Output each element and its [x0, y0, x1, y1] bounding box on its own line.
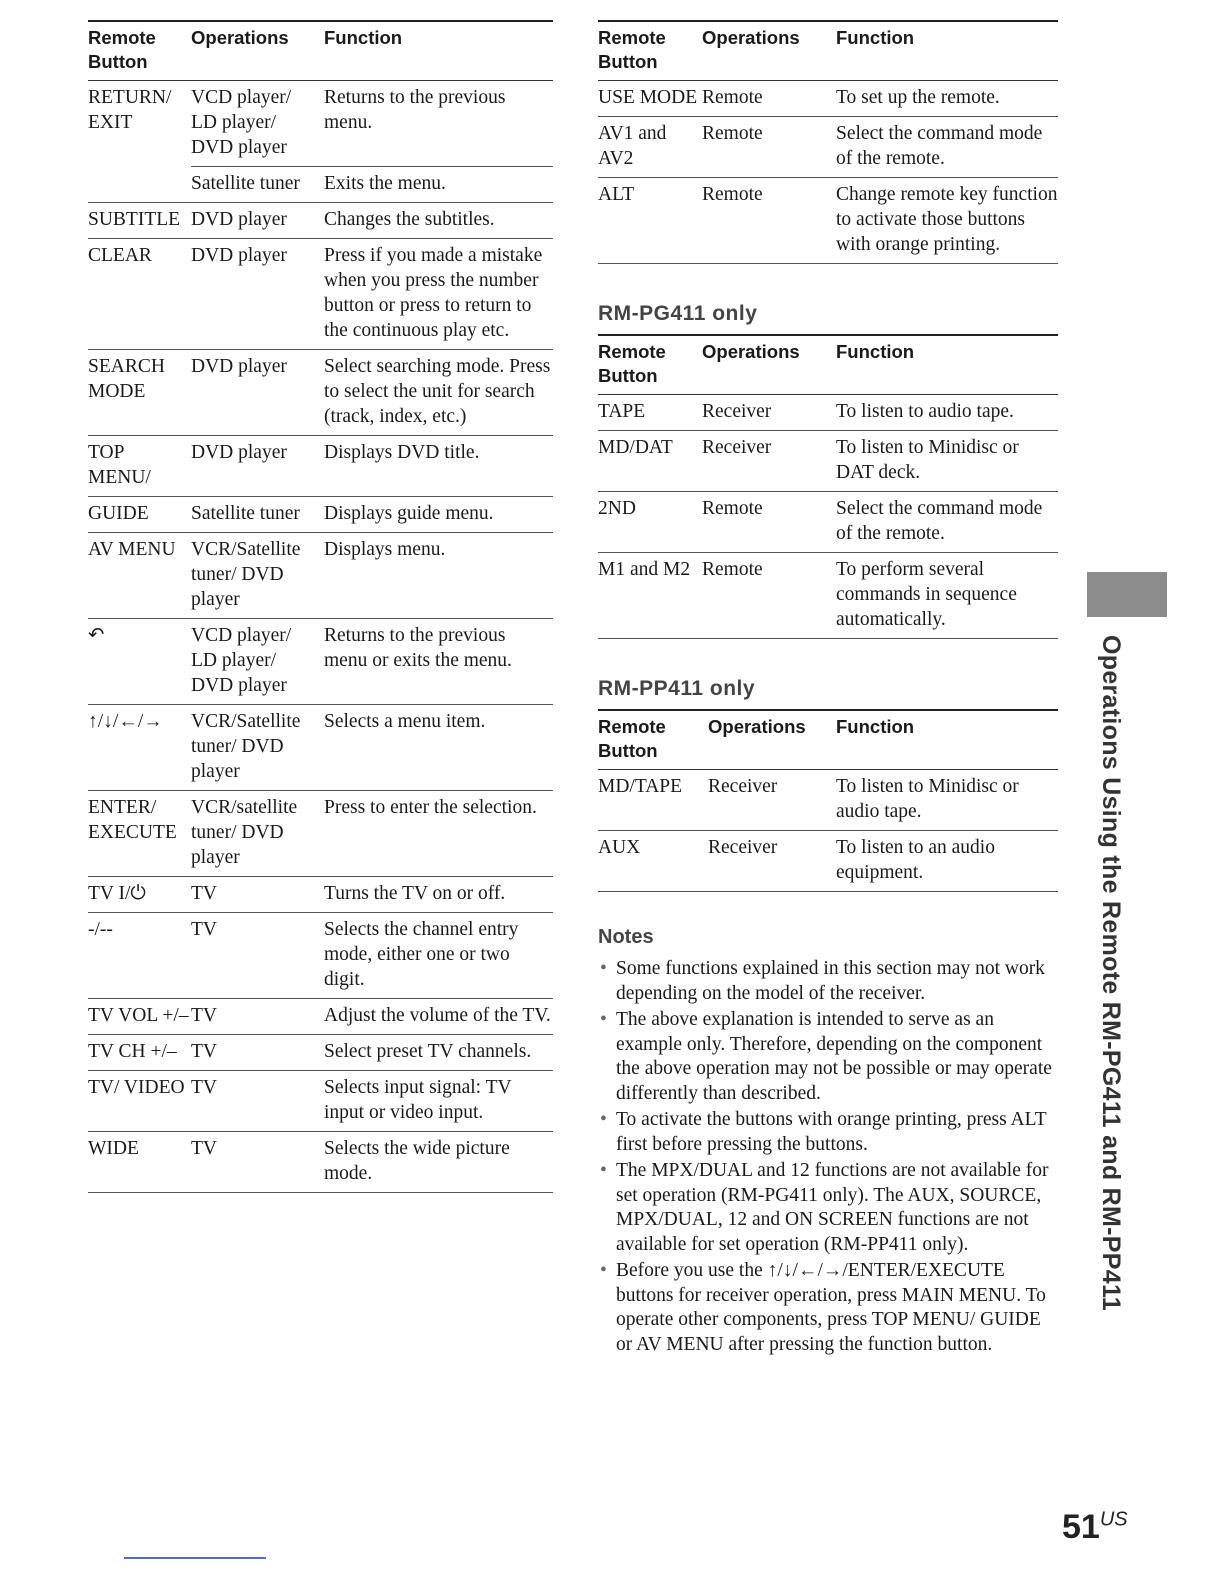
rm-pp411-table — [598, 709, 1058, 892]
note-item: • The MPX/DUAL and 12 functions are not available for set operation (RM-PG411 only). The AUX, SOURCE, MPX/DUAL, 12 and ON SCREEN functions are not available for set operation (RM-PP411 only). — [598, 1159, 1058, 1257]
rm-pp411-title: RM-PP411 only — [598, 677, 756, 700]
cell-function: Selects the channel entry mode, either one or two digit. — [324, 913, 553, 999]
cell-operations: Remote — [702, 553, 836, 639]
cell-button: SUBTITLE — [88, 203, 191, 239]
cell-operations: TV — [191, 1071, 324, 1132]
header-operations: Operations — [708, 710, 836, 770]
cell-function: Displays DVD title. — [324, 436, 553, 497]
cell-operations: VCR/Satellite tuner/ DVD player — [191, 705, 324, 791]
right-column — [598, 20, 1058, 1359]
cell-operations: TV — [191, 1035, 324, 1071]
header-button: Remote Button — [88, 21, 191, 81]
table-row — [88, 167, 553, 203]
header-function: Function — [836, 335, 1058, 395]
cell-operations: VCD player/ LD player/ DVD player — [191, 81, 324, 167]
cell-function: Changes the subtitles. — [324, 203, 553, 239]
header-operations: Operations — [702, 335, 836, 395]
cell-button: -/-- — [88, 913, 191, 999]
table-header — [598, 335, 1058, 395]
table-row — [88, 1132, 553, 1193]
header-operations: Operations — [702, 21, 836, 81]
left-column — [88, 20, 553, 1193]
table-row — [88, 239, 553, 350]
cell-button: AV MENU — [88, 533, 191, 619]
cell-function: Change remote key function to activate those buttons with orange printing. — [836, 178, 1058, 264]
cell-function: To perform several commands in sequence automatically. — [836, 553, 1058, 639]
cell-button: TV VOL +/– — [88, 999, 191, 1035]
side-tab-text: Operations Using the Remote RM-PG411 and RM-PP411 — [1097, 635, 1125, 1311]
cell-function: Press to enter the selection. — [324, 791, 553, 877]
header-function: Function — [324, 21, 553, 81]
cell-function: Select searching mode. Press to select the unit for search (track, index, etc.) — [324, 350, 553, 436]
cell-operations: Satellite tuner — [191, 497, 324, 533]
cell-operations: Satellite tuner — [191, 167, 324, 203]
cell-operations: TV — [191, 913, 324, 999]
cell-function: To listen to Minidisc or audio tape. — [836, 770, 1058, 831]
table-row — [88, 791, 553, 877]
page-number-value: 51 — [1062, 1508, 1100, 1546]
header-operations: Operations — [191, 21, 324, 81]
cell-function: Selects input signal: TV input or video input. — [324, 1071, 553, 1132]
cell-button: TV CH +/– — [88, 1035, 191, 1071]
cell-operations: Remote — [702, 492, 836, 553]
table-row — [598, 770, 1058, 831]
header-function: Function — [836, 710, 1058, 770]
cell-button: RETURN/ EXIT — [88, 87, 172, 133]
table-row — [88, 705, 553, 791]
table-row — [88, 999, 553, 1035]
cell-button: MD/DAT — [598, 431, 702, 492]
table-row — [88, 913, 553, 999]
cell-function: Select the command mode of the remote. — [836, 492, 1058, 553]
cell-operations: TV — [191, 1132, 324, 1193]
cell-button: ALT — [598, 178, 702, 264]
table-row — [88, 533, 553, 619]
cell-function: To listen to Minidisc or DAT deck. — [836, 431, 1058, 492]
cell-function: Displays guide menu. — [324, 497, 553, 533]
rm-pg411-title: RM-PG411 only — [598, 302, 758, 325]
footer-rule — [124, 1557, 266, 1559]
rm-pg411-table — [598, 334, 1058, 639]
cell-button: AV1 and AV2 — [598, 117, 702, 178]
cell-function: Returns to the previous menu. — [324, 81, 553, 167]
table-row — [88, 1071, 553, 1132]
header-button: Remote Button — [598, 21, 702, 81]
cell-function: To listen to audio tape. — [836, 395, 1058, 431]
page-region-suffix: US — [1099, 1508, 1128, 1531]
cell-operations: VCR/satellite tuner/ DVD player — [191, 791, 324, 877]
cell-function: To set up the remote. — [836, 81, 1058, 117]
cell-operations: VCR/Satellite tuner/ DVD player — [191, 533, 324, 619]
cell-function: Select preset TV channels. — [324, 1035, 553, 1071]
table-row — [598, 178, 1058, 264]
cell-function: Selects the wide picture mode. — [324, 1132, 553, 1193]
cell-button: SEARCH MODE — [88, 350, 191, 436]
cell-button: USE MODE — [598, 81, 702, 117]
cell-button: ENTER/ EXECUTE — [88, 791, 191, 877]
side-tab-label — [1095, 635, 1125, 1395]
cell-button: TV/ VIDEO — [88, 1071, 191, 1132]
cell-function: Returns to the previous menu or exits the menu. — [324, 619, 553, 705]
cell-operations: DVD player — [191, 239, 324, 350]
header-button: Remote Button — [598, 335, 702, 395]
table-header — [88, 21, 553, 81]
table-row — [88, 436, 553, 497]
cell-operations: Remote — [702, 178, 836, 264]
cell-operations: DVD player — [191, 436, 324, 497]
side-tab-marker — [1087, 572, 1167, 617]
table-header — [598, 710, 1058, 770]
table-header — [598, 21, 1058, 81]
left-function-table — [88, 20, 553, 1193]
cell-function: Turns the TV on or off. — [324, 877, 553, 913]
table-row — [88, 1035, 553, 1071]
note-item: • To activate the buttons with orange printing, press ALT first before pressing the buttons. — [598, 1108, 1058, 1157]
cell-button: MD/TAPE — [598, 770, 708, 831]
cell-button: TOP MENU/ — [88, 436, 191, 497]
cell-operations: Receiver — [708, 831, 836, 892]
notes-list — [598, 957, 1058, 1357]
cell-operations: DVD player — [191, 350, 324, 436]
cell-button: GUIDE — [88, 497, 191, 533]
cell-operations: Receiver — [702, 431, 836, 492]
note-item: • Before you use the ↑/↓/←/→/ENTER/EXECUTE buttons for receiver operation, press MAIN MENU. To operate other components, press TOP MENU/ GUIDE or AV MENU after pressing the function button. — [598, 1259, 1058, 1357]
cell-operations: Remote — [702, 81, 836, 117]
cell-button: WIDE — [88, 1132, 191, 1193]
cell-operations: VCD player/ LD player/ DVD player — [191, 619, 324, 705]
table-row — [88, 619, 553, 705]
cell-operations: Receiver — [708, 770, 836, 831]
cell-operations: TV — [191, 999, 324, 1035]
table-row — [88, 497, 553, 533]
table-row — [598, 492, 1058, 553]
cell-operations: DVD player — [191, 203, 324, 239]
cell-button: ↑/↓/←/→ — [88, 705, 191, 791]
table-row — [598, 831, 1058, 892]
cell-button: CLEAR — [88, 239, 191, 350]
notes-title: Notes — [598, 926, 654, 948]
cell-function: Selects a menu item. — [324, 705, 553, 791]
cell-button: ↶ — [88, 619, 191, 705]
cell-operations: TV — [191, 877, 324, 913]
table-row — [88, 81, 553, 167]
cell-button: AUX — [598, 831, 708, 892]
cell-button: M1 and M2 — [598, 553, 702, 639]
table-row — [88, 350, 553, 436]
table-row — [598, 553, 1058, 639]
cell-function: Displays menu. — [324, 533, 553, 619]
note-item: • Some functions explained in this section may not work depending on the model of the receiver. — [598, 957, 1058, 1006]
cell-button: TV I/⏻ — [88, 877, 191, 913]
cell-function: Adjust the volume of the TV. — [324, 999, 553, 1035]
table-row — [598, 81, 1058, 117]
table-row — [88, 203, 553, 239]
cell-button: 2ND — [598, 492, 702, 553]
header-function: Function — [836, 21, 1058, 81]
page-number — [1062, 1508, 1128, 1547]
right-function-table — [598, 20, 1058, 264]
cell-function: To listen to an audio equipment. — [836, 831, 1058, 892]
table-row — [598, 431, 1058, 492]
cell-button: TAPE — [598, 395, 702, 431]
cell-operations: Remote — [702, 117, 836, 178]
table-row — [598, 395, 1058, 431]
table-row — [598, 117, 1058, 178]
table-row — [88, 877, 553, 913]
cell-function: Press if you made a mistake when you press the number button or press to return to the continuous play etc. — [324, 239, 553, 350]
note-item: • The above explanation is intended to serve as an example only. Therefore, depending on the component the above operation may not be possible or may operate differently than described. — [598, 1008, 1058, 1106]
cell-operations: Receiver — [702, 395, 836, 431]
cell-function: Select the command mode of the remote. — [836, 117, 1058, 178]
cell-function: Exits the menu. — [324, 167, 553, 203]
cell-button — [88, 167, 191, 203]
header-button: Remote Button — [598, 710, 708, 770]
